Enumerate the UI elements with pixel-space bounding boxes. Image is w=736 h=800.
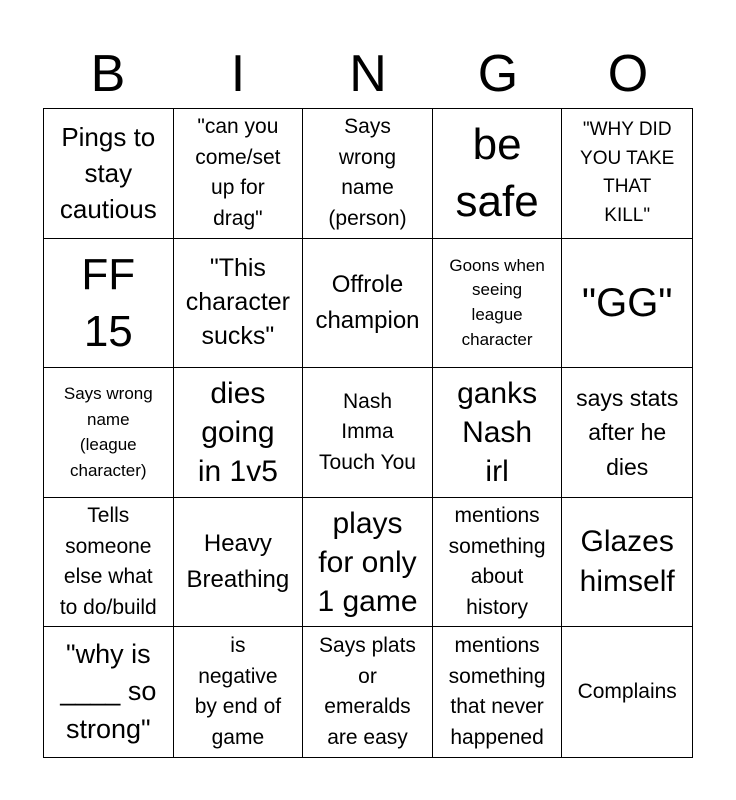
cell-text: be safe (455, 120, 539, 227)
cell-text: Nash Imma Touch You (319, 389, 416, 474)
cell-text: says stats after he dies (576, 384, 679, 480)
header-letter-g: G (477, 45, 519, 103)
bingo-card (43, 108, 693, 758)
bingo-cell[interactable] (562, 239, 692, 369)
cell-text: mentions something about history (448, 504, 546, 619)
cell-text: Complains (577, 679, 677, 703)
header-letter-i: I (230, 45, 246, 103)
bingo-cell[interactable] (44, 109, 174, 239)
bingo-cell[interactable] (174, 239, 304, 369)
bingo-cell[interactable] (433, 627, 563, 757)
bingo-cell[interactable] (174, 109, 304, 239)
cell-text: "WHY DID YOU TAKE THAT KILL" (580, 119, 675, 226)
cell-text: Glazes himself (579, 524, 675, 599)
bingo-cell[interactable] (303, 109, 433, 239)
header-letter-n: N (349, 45, 387, 103)
cell-text: "This character sucks" (185, 254, 290, 350)
bingo-cell[interactable] (44, 368, 174, 498)
bingo-cell[interactable] (303, 498, 433, 628)
header-letter-b: B (90, 45, 126, 103)
bingo-cell[interactable] (44, 498, 174, 628)
cell-text: plays for only 1 game (317, 506, 418, 618)
bingo-cell[interactable] (562, 627, 692, 757)
cell-text: FF 15 (81, 249, 136, 356)
bingo-cell[interactable] (433, 498, 563, 628)
cell-text: Pings to stay cautious (59, 121, 157, 225)
cell-text: Heavy Breathing (186, 530, 290, 594)
bingo-cell[interactable] (303, 627, 433, 757)
bingo-cell[interactable] (44, 239, 174, 369)
bingo-cell[interactable] (562, 109, 692, 239)
bingo-cell[interactable] (174, 498, 304, 628)
bingo-cell[interactable] (303, 239, 433, 369)
bingo-cell[interactable] (174, 368, 304, 498)
bingo-cell[interactable] (303, 368, 433, 498)
cell-text: Says wrong name (league character) (63, 384, 153, 480)
cell-text: "why is ____ so strong" (60, 638, 157, 745)
bingo-cell[interactable] (44, 627, 174, 757)
bingo-cell[interactable] (433, 368, 563, 498)
bingo-cell[interactable] (562, 498, 692, 628)
cell-text: ganks Nash irl (457, 376, 538, 488)
bingo-header (43, 40, 693, 108)
bingo-cell[interactable] (174, 627, 304, 757)
cell-text: mentions something that never happened (448, 634, 546, 749)
header-letter-o: O (607, 45, 649, 103)
cell-text: is negative by end of game (194, 634, 282, 749)
cell-text: Goons when seeing league character (449, 255, 545, 349)
cell-text: Offrole champion (315, 270, 420, 334)
cell-text: "GG" (581, 280, 673, 325)
bingo-cell[interactable] (433, 239, 563, 369)
cell-text: Tells someone else what to do/build (59, 504, 157, 619)
bingo-cell[interactable] (562, 368, 692, 498)
cell-text: Says wrong name (person) (328, 115, 407, 230)
cell-text: dies going in 1v5 (197, 376, 278, 488)
cell-text: "can you come/set up for drag" (195, 115, 281, 230)
bingo-cell[interactable] (433, 109, 563, 239)
cell-text: Says plats or emeralds are easy (319, 634, 416, 749)
